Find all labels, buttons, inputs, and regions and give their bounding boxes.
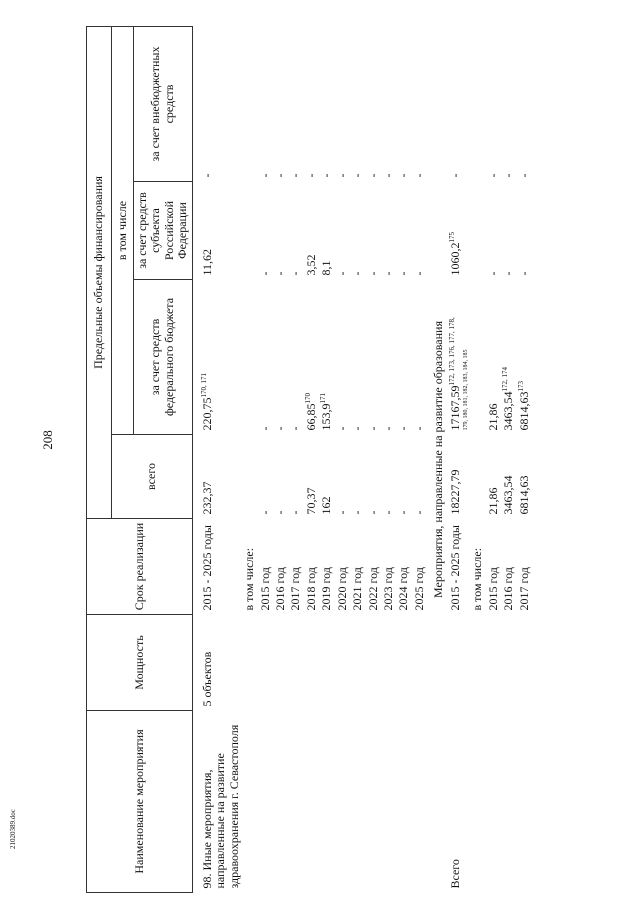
year-subject: - xyxy=(396,271,411,276)
year-federal: - xyxy=(350,426,365,431)
year-total: - xyxy=(334,510,349,515)
col-header-name: Наименование мероприятия xyxy=(87,711,193,893)
year-extra: - xyxy=(396,173,411,178)
year-label: 2022 год xyxy=(365,567,380,611)
year-label: 2023 год xyxy=(381,567,395,611)
col-header-period: Срок реализации xyxy=(87,519,193,615)
year-extra: - xyxy=(381,173,395,178)
summary-federal: 17167,59 xyxy=(447,385,462,431)
table-row xyxy=(192,26,242,892)
footnote-ref: 175 xyxy=(447,232,456,243)
year-total: - xyxy=(365,510,380,515)
year-row xyxy=(381,26,396,892)
year-label: 2021 год xyxy=(350,567,365,611)
year-federal: 6814,63$^{173}$ xyxy=(516,381,531,431)
summary-label: Всего xyxy=(447,859,462,889)
summary-extra: - xyxy=(447,173,462,178)
year-total: - xyxy=(396,510,411,515)
year-row xyxy=(486,26,501,892)
year-label: 2017 год xyxy=(516,567,531,611)
year-total: - xyxy=(350,510,365,515)
year-row xyxy=(517,26,532,892)
summary-row xyxy=(448,26,470,892)
year-row xyxy=(273,26,288,892)
item-number: 98. xyxy=(199,873,214,889)
footnote-ref: 172, 173, 176, 177, 178, xyxy=(447,317,456,386)
year-federal: - xyxy=(257,426,272,431)
year-subject: - xyxy=(257,271,272,276)
year-total: - xyxy=(411,510,426,515)
year-extra: - xyxy=(501,173,516,178)
item-period: 2015 - 2025 годы xyxy=(199,525,214,611)
including-label: в том числе: xyxy=(470,547,485,611)
page-number: 208 xyxy=(40,430,55,450)
footnote-ref: 170, 171 xyxy=(199,373,208,398)
year-label: 2016 год xyxy=(501,567,516,611)
year-label: 2016 год xyxy=(272,567,287,611)
year-extra: - xyxy=(350,173,365,178)
year-total: - xyxy=(288,510,303,515)
year-label: 2015 год xyxy=(485,567,500,611)
year-federal: 21,86 xyxy=(485,403,500,431)
year-extra: - xyxy=(257,173,272,178)
col-header-federal: за счет средств федерального бюджета xyxy=(134,280,193,435)
year-extra: - xyxy=(303,173,318,178)
year-row xyxy=(366,26,381,892)
col-header-total: всего xyxy=(112,435,193,519)
year-total: 3463,54 xyxy=(501,475,516,515)
year-federal: - xyxy=(288,426,303,431)
summary-total: 18227,79 xyxy=(447,469,462,515)
section-title: Мероприятия, направленные на развитие образования xyxy=(431,321,446,598)
section-row xyxy=(427,26,447,892)
year-row xyxy=(288,26,303,892)
item-federal: 220,75 xyxy=(199,397,214,431)
col-header-limits: Предельные объемы финансирования xyxy=(87,26,112,518)
year-extra: - xyxy=(288,173,303,178)
including-label: в том числе: xyxy=(242,547,257,611)
year-label: 2025 год xyxy=(411,567,426,611)
year-total: 6814,63 xyxy=(516,475,531,515)
year-extra: - xyxy=(516,173,531,178)
year-extra: - xyxy=(334,173,349,178)
item-total: 232,37 xyxy=(199,481,214,515)
footnote-ref-continued: 179, 180, 181, 182, 183, 184, 185 xyxy=(463,349,470,431)
year-subject: - xyxy=(516,271,531,276)
year-extra: - xyxy=(272,173,287,178)
year-subject: - xyxy=(485,271,500,276)
col-header-extra: за счет внебюджетных средств xyxy=(134,26,193,181)
table-row xyxy=(242,26,257,892)
year-federal: - xyxy=(334,426,349,431)
year-subject: - xyxy=(365,271,380,276)
table-row xyxy=(470,26,485,892)
summary-subject-cell xyxy=(448,182,470,280)
col-header-capacity: Мощность xyxy=(87,615,193,711)
year-row xyxy=(335,26,350,892)
year-label: 2024 год xyxy=(396,567,411,611)
year-row xyxy=(350,26,365,892)
year-row xyxy=(412,26,427,892)
year-federal: - xyxy=(365,426,380,431)
item-capacity: 5 объектов xyxy=(199,651,214,707)
year-subject: 8,1 xyxy=(319,260,334,276)
year-federal: 153,9$^{171}$ xyxy=(319,393,334,431)
year-federal: - xyxy=(272,426,287,431)
item-subject: 11,62 xyxy=(199,248,214,276)
item-name: Иные мероприятия, направленные на развитие здравоохранения г. Севастополя xyxy=(199,724,241,889)
year-federal: 3463,54$^{172, 174}$ xyxy=(501,367,516,431)
year-subject: - xyxy=(272,271,287,276)
year-federal: 66,85$^{170}$ xyxy=(303,393,318,431)
year-total: - xyxy=(272,510,287,515)
item-extra: - xyxy=(199,173,214,178)
year-extra: - xyxy=(319,173,334,178)
year-subject: - xyxy=(411,271,426,276)
year-extra: - xyxy=(365,173,380,178)
file-label: 21020389.doc xyxy=(9,809,17,849)
item-federal-cell xyxy=(192,280,242,435)
financing-table xyxy=(86,26,532,893)
col-header-subject: за счет средств субъекта Российской Федерации xyxy=(134,182,193,280)
year-row xyxy=(319,26,334,892)
year-subject: - xyxy=(288,271,303,276)
year-label: 2017 год xyxy=(288,567,303,611)
year-row xyxy=(501,26,516,892)
summary-subject: 1060,2 xyxy=(447,242,462,276)
table-body xyxy=(192,26,532,892)
year-total: - xyxy=(257,510,272,515)
year-federal: - xyxy=(381,426,395,431)
year-label: 2020 год xyxy=(334,567,349,611)
item-name-cell xyxy=(192,711,242,893)
year-federal: - xyxy=(411,426,426,431)
year-subject: - xyxy=(334,271,349,276)
table-header xyxy=(87,26,193,892)
year-label: 2015 год xyxy=(257,567,272,611)
year-extra: - xyxy=(411,173,426,178)
year-extra: - xyxy=(485,173,500,178)
year-row xyxy=(396,26,411,892)
year-subject: - xyxy=(350,271,365,276)
year-total: 70,37 xyxy=(303,487,318,515)
year-label: 2018 год xyxy=(303,567,318,611)
year-subject: 3,52 xyxy=(303,254,318,276)
year-subject: - xyxy=(381,271,395,276)
year-row xyxy=(258,26,273,892)
year-subject: - xyxy=(501,271,516,276)
year-label: 2019 год xyxy=(319,567,334,611)
summary-period: 2015 - 2025 годы xyxy=(447,525,462,611)
summary-federal-cell xyxy=(448,280,470,435)
year-total: - xyxy=(381,510,395,515)
year-federal: - xyxy=(396,426,411,431)
year-total: 21,86 xyxy=(485,487,500,515)
year-total: 162 xyxy=(319,496,334,515)
col-header-including: в том числе xyxy=(112,26,134,434)
year-row xyxy=(304,26,319,892)
